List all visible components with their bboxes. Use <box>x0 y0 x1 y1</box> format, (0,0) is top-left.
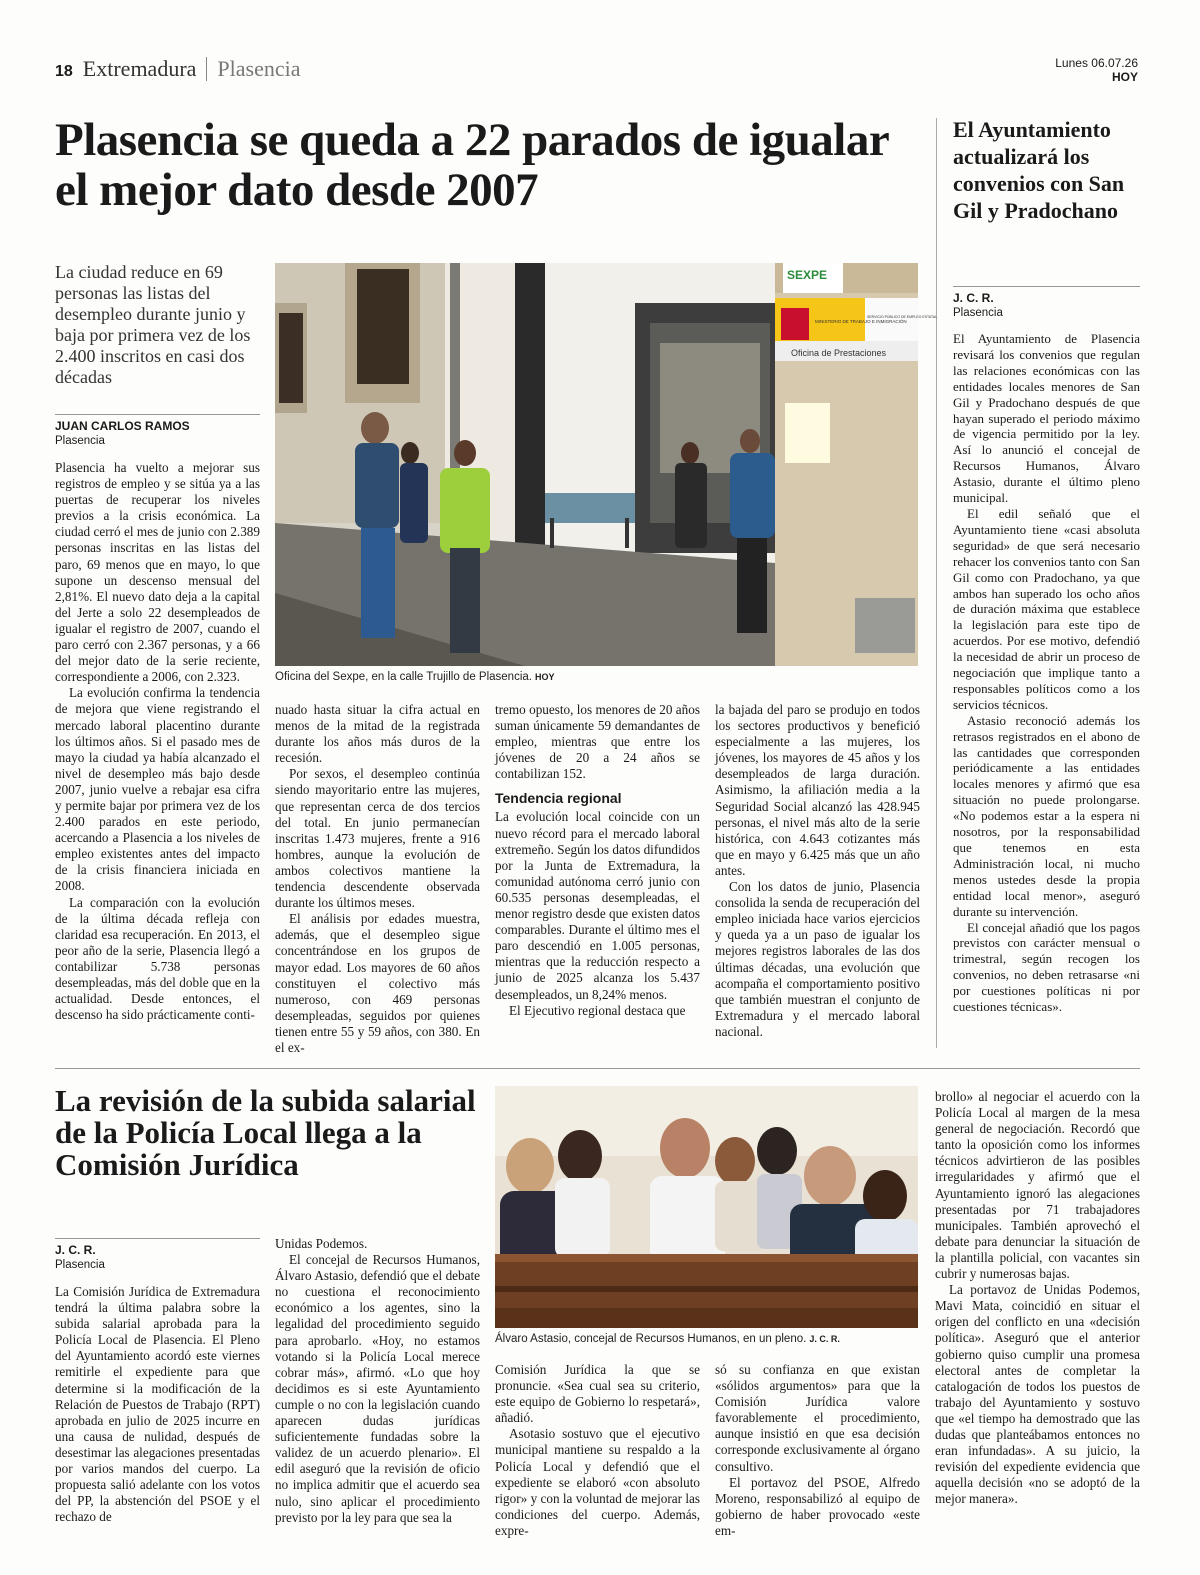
side-article-body <box>953 331 1140 1015</box>
bottom-location: Plasencia <box>55 1259 105 1271</box>
main-col-4 <box>715 702 920 1040</box>
bottom-byline <box>55 1238 260 1272</box>
photo1-caption: Oficina del Sexpe, en la calle Trujillo de Plasencia. <box>275 671 532 683</box>
main-paragraph: tremo opuesto, los menores de 20 años suman únicamente 59 demandantes de empleo, mientras que entre los jóvenes de 20 a 24 años se contabilizan 152. <box>495 702 700 782</box>
main-author: JUAN CARLOS RAMOS <box>55 419 190 433</box>
side-byline <box>953 286 1140 320</box>
page-number: 18 <box>55 63 73 80</box>
bottom-col-1 <box>55 1284 260 1525</box>
office-sign-text: Oficina de Prestaciones <box>791 348 887 358</box>
main-col-1 <box>55 460 260 1023</box>
photo2-caption: Álvaro Astasio, concejal de Recursos Humanos, en un pleno. <box>495 1333 807 1345</box>
bottom-paragraph: El concejal de Recursos Humanos, Álvaro Astasio, defendió que el debate no cuestiona el reconocimiento económico a los agentes, sino la legalidad del procedimiento seguido para aprobarlo. «Hoy, no estamos votando si la Policía Local merece cobrar más», afirmó. «Lo que hoy decidimos es si este Ayuntamiento cumple o no con la legislación cuando aparecen dudas jurídicas suficientemente fundadas sobre la validez de un acuerdo plenario». El edil aseguró que la revisión de oficio no implica admitir que el acuerdo sea nulo, sino aplicar el procedimiento previsto por la ley para que sea la <box>275 1252 480 1525</box>
side-author: J. C. R. <box>953 291 994 305</box>
photo1-caption-block <box>275 671 918 683</box>
issue-date: Lunes 06.07.26 <box>1055 56 1138 70</box>
bottom-author: J. C. R. <box>55 1243 96 1257</box>
bottom-col-5 <box>935 1089 1140 1507</box>
photo2-credit: J. C. R. <box>809 1334 840 1344</box>
bottom-col-3 <box>495 1362 700 1539</box>
sexpe-office-photo <box>275 263 938 666</box>
main-subtitle: La ciudad reduce en 69 personas las listas del desempleo durante junio y baja por primera vez de los 2.400 inscritos en casi dos décadas <box>55 262 251 387</box>
main-paragraph: Plasencia ha vuelto a mejorar sus registros de empleo y se sitúa ya a las puertas de recuperar los niveles previos a la crisis económica. La ciudad cerró el mes de junio con 2.389 personas inscritas en las listas del paro, 69 menos que en mayo, lo que supone un descenso mensual del 2,81%. El nuevo dato deja a la capital del Jerte a solo 22 desempleados de igualar el registro de 2007, cuando el paro cerró con 2.367 personas, y a 66 del mejor dato de la serie reciente, correspondiente a 2006, con 2.323. <box>55 460 260 685</box>
bottom-paragraph: brollo» al negociar el acuerdo con la Policía Local al margen de la mesa general de negociación. Recordó que tanto la oposición como los informes técnicos advirtieron de las posibles irregularidades y afirmó que el Ayuntamiento ignoró las alegaciones presentadas por 71 trabajadores municipales. También aprovechó el debate para denunciar la situación de la plantilla policial, con vacantes sin cubrir y numerosas bajas. <box>935 1089 1140 1282</box>
bottom-paragraph: La portavoz de Unidas Podemos, Mavi Mata, coincidió en situar el origen del conflicto en una «decisión política». Aseguró que el anterior gobierno quiso cumplir una promesa electoral antes de completar la catalogación de todos los puestos de trabajo del Ayuntamiento y sostuvo que «el tiempo ha demostrado que las dudas que planteábamos entonces no eran infundadas». A su juicio, la revisión del expediente evidencia que aquella decisión «no se adoptó de la mejor manera». <box>935 1282 1140 1507</box>
main-headline: Plasencia se queda a 22 parados de igualar el mejor dato desde 2007 <box>55 114 889 216</box>
main-paragraph: El Ejecutivo regional destaca que <box>509 1002 686 1018</box>
bottom-paragraph: El portavoz del PSOE, Alfredo Moreno, responsabilizó al equipo de gobierno de haber provocado «este em- <box>715 1474 920 1538</box>
section-divider <box>55 1068 1140 1069</box>
main-byline <box>55 414 260 448</box>
service-sign-text: SERVICIO PÚBLICO DE EMPLEO ESTATAL <box>867 315 938 319</box>
newspaper-brand: HOY <box>1111 70 1138 84</box>
photo1-credit: HOY <box>534 672 555 682</box>
main-paragraph: Por sexos, el desempleo continúa siendo mayoritario entre las mujeres, que representan cerca de dos tercios del total. En junio permanecían inscritas 1.473 mujeres, frente a 916 hombres, aunque la evolución de ambos colectivos mantiene la tendencia descendente observada durante los últimos meses. <box>275 766 480 911</box>
ministry-sign-text: MINISTERIO DE TRABAJO E INMIGRACIÓN <box>815 319 907 324</box>
column-divider <box>936 118 937 1048</box>
main-paragraph: La evolución confirma la tendencia de mejora que viene registrando el mercado laboral placentino durante los últimos años. Si el pasado mes de mayo la ciudad ya había alcanzado el nivel de desempleo más bajo desde 2007, junio vuelve a rebajar esa cifra y permite bajar por primera vez de los 2.400 parados en este periodo, acercando a Plasencia a los niveles de empleo existentes antes del impacto de la crisis financiera iniciada en 2008. <box>55 685 260 894</box>
side-location: Plasencia <box>953 307 1003 319</box>
section-name: Extremadura <box>82 56 197 81</box>
bottom-paragraph: Asotasio sostuvo que el ejecutivo municipal mantiene su respaldo a la Policía Local y defendió que el expediente se elaboró «con absoluto rigor» y con la voluntad de mejorar las condiciones del cuerpo. Además, expre- <box>495 1426 700 1538</box>
main-location: Plasencia <box>55 435 105 447</box>
main-paragraph: La evolución local coincide con un nuevo récord para el mercado laboral extremeño. Según los datos difundidos por la Junta de Extremadura, la comunidad autónoma cerró junio con 60.535 personas desempleadas, el menor registro desde que existen datos comparables. Durante el último mes el paro descendió en 1.005 personas, mientras que la reducción respecto a junio de 2025 alcanza los 5.437 desempleados, un 8,24% menos. <box>495 809 700 1002</box>
sexpe-sign-text: SEXPE <box>787 268 828 282</box>
subheading: Tendencia regional <box>495 790 622 807</box>
page-header <box>55 56 301 82</box>
subsection-name: Plasencia <box>217 56 301 81</box>
main-paragraph: La comparación con la evolución de la última década refleja con claridad esa recuperación. En 2013, el peor año de la serie, Plasencia llegó a contabilizar 5.738 personas desempleadas, más del doble que en la actualidad. Desde entonces, el descenso ha sido prácticamente conti- <box>55 894 260 1023</box>
side-paragraph: Astasio reconoció además los retrasos registrados en el abono de las cantidades que corresponden periódicamente a las entidades locales menores y afirmó que esa situación no puede prolongarse. «No podemos estar a la espera ni nosotros, por la responsabilidad que tenemos en esta Administración local, ni mucho menos ustedes desde la propia entidad local menor», aseguró durante su intervención. <box>953 712 1140 919</box>
main-paragraph: nuado hasta situar la cifra actual en menos de la mitad de la registrada durante los años más duros de la recesión. <box>275 702 480 766</box>
side-headline: El Ayuntamiento actualizará los convenios con San Gil y Pradochano <box>953 117 1125 223</box>
main-col-3 <box>495 702 700 1019</box>
main-paragraph: Con los datos de junio, Plasencia consolida la senda de recuperación del empleo iniciada hace varios ejercicios y queda ya a un paso de igualar los mejores registros laborales de las dos últimas décadas, una evolución que acompaña el comportamiento positivo que también muestran el conjunto de Extremadura y el mercado laboral nacional. <box>715 879 920 1039</box>
side-paragraph: El concejal añadió que los pagos previstos con carácter mensual o trimestral, según recogen los convenios, no deben retrasarse «ni por cuestiones políticas ni por cuestiones técnicas». <box>953 919 1140 1015</box>
plenary-photo <box>495 1086 918 1328</box>
main-col-2 <box>275 702 480 1056</box>
bottom-col-4 <box>715 1362 920 1539</box>
bottom-paragraph: só su confianza en que existan «sólidos argumentos» para que la Comisión Jurídica valore favorablemente el procedimiento, aunque insistió en que esa decisión corresponde exclusivamente al órgano consultivo. <box>715 1362 920 1474</box>
issue-info <box>1055 56 1138 84</box>
header-divider <box>206 57 207 81</box>
bottom-col-2 <box>275 1236 480 1526</box>
main-paragraph: El análisis por edades muestra, además, que el desempleo sigue concentrándose en los grupos de mayor edad. Los mayores de 60 años constituyen el colectivo más numeroso, con 469 personas desempleadas, seguidos por quienes tienen entre 55 y 59 años, con 380. En el ex- <box>275 911 480 1055</box>
main-paragraph: la bajada del paro se produjo en todos los sectores productivos y benefició especialmente a las mujeres, los jóvenes, los mayores de 45 años y los desempleados de larga duración. Asimismo, la afiliación media a la Seguridad Social alcanzó las 428.945 personas, el nivel más alto de la serie histórica, con 4.643 cotizantes más que en mayo y 6.425 más que un año antes. <box>715 702 920 878</box>
bottom-paragraph: Unidas Podemos. <box>275 1236 368 1251</box>
side-paragraph: El Ayuntamiento de Plasencia revisará los convenios que regulan las relaciones económicas con las entidades locales menores de San Gil y Pradochano después de que hayan superado el periodo máximo de vigencia permitido por la ley. Así lo anunció el concejal de Recursos Humanos, Álvaro Astasio, durante el último pleno municipal. <box>953 331 1140 506</box>
side-paragraph: El edil señaló que el Ayuntamiento tiene «casi absoluta seguridad» de que será necesario rehacer los convenios tanto con San Gil como con Pradochano, ya que ambos han superado los ocho años de duración máxima que establece la legislación para este tipo de acuerdos. Por ese motivo, defendió la necesidad de abrir un proceso de negociación que implique tanto a responsables políticos como a los servicios técnicos. <box>953 505 1140 712</box>
bottom-headline: La revisión de la subida salarial de la Policía Local llega a la Comisión Jurídica <box>55 1083 476 1182</box>
plenary-illustration <box>495 1086 918 1328</box>
bottom-paragraph: La Comisión Jurídica de Extremadura tendrá la última palabra sobre la subida salarial aprobada para la Policía Local de Plasencia. El Pleno del Ayuntamiento acordó este viernes remitirle el expediente para que determine si la modificación de la Relación de Puestos de Trabajo (RPT) aprobada en julio de 2025 incurre en una causa de nulidad, después de desestimar las alegaciones presentadas por varios mandos del cuerpo. La propuesta salió adelante con los votos del PP, la abstención del PSOE y el rechazo de <box>55 1284 260 1525</box>
bottom-paragraph: Comisión Jurídica la que se pronuncie. «Sea cual sea su criterio, este equipo de Gobierno lo respetará», añadió. <box>495 1362 700 1426</box>
photo2-caption-block <box>495 1333 918 1345</box>
sexpe-office-illustration <box>275 263 938 666</box>
